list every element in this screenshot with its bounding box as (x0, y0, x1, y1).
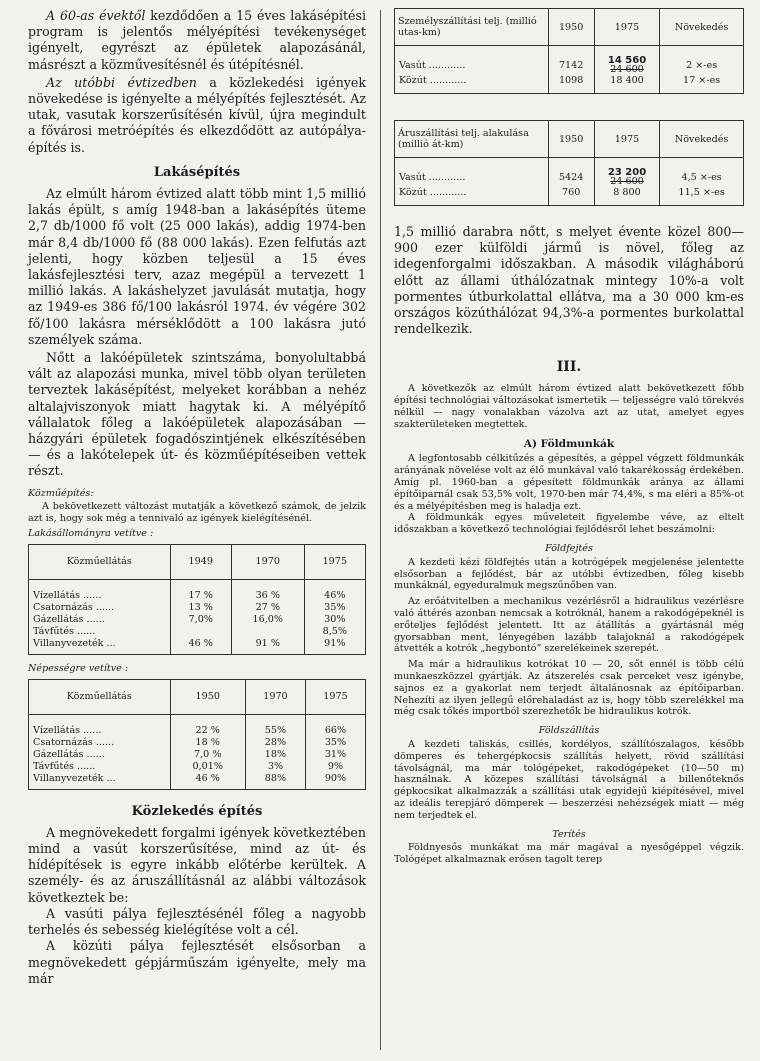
table-cell: Gázellátás ...... (29, 749, 171, 761)
table-cell: 8,5% (304, 626, 365, 638)
table3-header: Növekedés (660, 9, 744, 46)
heading-foldmunkak: A) Földmunkák (523, 437, 615, 450)
kozmu-paragraph: A bekövetkezett változást mutatják a következő számok, de jelzik azt is, hogy sok még a tennivaló az igények kielégítésénél. (28, 501, 366, 525)
table-cell: 22 % (170, 725, 245, 737)
table4-header: Áruszállítási telj. alakulása (millió át-km) (395, 121, 549, 158)
table-row (29, 737, 366, 749)
kozl-paragraph-2: A vasúti pálya fejlesztésénél főleg a nagyobb terhelés és sebesség kielégítése volt a cél. (28, 905, 366, 938)
heading-foldfejtes: Földfejtés (545, 542, 593, 554)
table-cell: 7,0 % (170, 749, 245, 761)
table2-header: 1970 (245, 679, 305, 714)
table-cell: 28% (245, 737, 305, 749)
table-cell: Távfűtés ...... (29, 626, 171, 638)
table2-header: 1950 (170, 679, 245, 714)
table3-header: 1950 (548, 9, 594, 46)
table-cell: 46% (304, 590, 365, 602)
table-cell: 4,5 ×-es (660, 168, 744, 187)
table-cell: 7142 (548, 56, 594, 75)
heading-terites: Terítés (552, 828, 586, 840)
table2-header-row (29, 679, 366, 714)
table2-caption: Népességre vetítve : (28, 662, 129, 674)
handwritten-correction: 14 560 (607, 55, 647, 66)
table-row (29, 626, 366, 638)
table-cell: 11,5 ×-es (660, 187, 744, 206)
kozmu-label: Közműépítés: (28, 487, 94, 499)
lakas-paragraph-2: Nőtt a lakóépületek szintszáma, bonyolultabbá vált az alapozási munka, mivel több olyan területen terveztek lakásépítést, melyeket korábban a nehéz altalajviszonyok miatt hagytak ki. A mélyépítő vállalatok főleg a lakóépületek alapozásában — házgyári épületek fogadószintjének elkészítésében — és a lakótelepek út- és közműépítéseiben vettek részt. (28, 350, 366, 479)
table-cell: 66% (305, 725, 365, 737)
table-row (29, 614, 366, 626)
table4-header: Növekedés (660, 121, 744, 158)
table1-caption: Lakásállományra vetítve : (28, 528, 154, 540)
table-cell: Vízellátás ...... (29, 590, 171, 602)
table-cell: 2 ×-es (660, 56, 744, 75)
table-cell: 760 (548, 187, 594, 206)
table1-header: 1949 (170, 544, 231, 579)
foldszallitas-paragraph-1: A kezdeti taliskás, csillés, kordélyos, szállítószalagos, később dömperes és tehergépkocsis szállítás helyett, rövid szállítási távolságnál, ma már tológépeket, rakodógépeket (10—50 m) használnak. A közepes szállítási távolságnál a billenőteknős gépkocsikat alkalmazzák a szállítási utak egyidejű kiépítésével, mivel az ideális terepjáró dömperek — beszerzési nehézségek miatt — még nem terjedtek el. (394, 738, 744, 821)
table3-header-row (395, 9, 744, 46)
kozl-paragraph-3: A közúti pálya fejlesztését elsősorban a megnövekedett gépjárműszám igényelte, mely ma már (28, 938, 366, 986)
table-cell: 17 % (170, 590, 231, 602)
table-cell: 35% (304, 602, 365, 614)
foldfejtes-paragraph-2: Az erőátvitelben a mechanikus vezérlésről a hidraulikus vezérlésre való áttérés azonban nemcsak a kotróknál, hanem a rakodógépeknél is erőteljes fejlődést jelentett. Itt az átállítás a gyártásnál még gyorsabban ment, lényegében lazább talajoknál a rakodógépek átvették a kotrók „hegybontó” szerelékeinek szerepét. (394, 596, 744, 655)
table-row (395, 75, 744, 94)
left-column (28, 8, 366, 987)
intro-lead-1: A 60-as évektől (46, 8, 146, 23)
foldfejtes-paragraph-1: A kezdeti kézi földfejtés után a kotrógépek megjelenése jelentette elsősorban a fejlődést, bár az utóbbi évtizedben, főleg kisebb munkáknál, egyeduralmuk megszűnőben van. (394, 556, 744, 592)
iii-intro-paragraph: A következők az elmúlt három évtized alatt bekövetkezett főbb építési technológiai változásokat ismertetik — teljességre való törekvés nélkül — nagy vonalakban vázolva azt az utat, amelyet egyes szakterületeken megtettek. (394, 383, 744, 430)
table-cell: 55% (245, 725, 305, 737)
table3-header: Személyszállítási telj. (millió utas-km) (395, 9, 549, 46)
terites-paragraph-1: Földnyesős munkákat ma már magával a nyesőgéppel végzik. Tológépet alkalmaznak erősen tagolt terep (394, 842, 744, 866)
table-cell: 18 % (170, 737, 245, 749)
table-nepesseg (28, 679, 366, 790)
table2-header: 1975 (305, 679, 365, 714)
lakas-paragraph-1: Az elmúlt három évtized alatt több mint 1,5 millió lakás épült, s amíg 1948-ban a lakásépítés üteme 2,7 db/1000 fő volt (25 000 lakás), addig 1974-ben már 8,4 db/1000 fő (88 000 lakás). Ezen felfutás azt jelenti, hogy közben teljesül a 15 éves lakásfejlesztési terv, azaz megépül a tervezett 1 millió lakás. A lakáshelyzet javulását mutatja, hogy az 1949-es 386 fő/100 lakásról 1974. év végére 302 fő/100 lakásra mérséklődött a 100 lakásra jutó személyek száma. (28, 186, 366, 347)
table-cell: 88% (245, 773, 305, 790)
table-lakasallomany (28, 544, 366, 655)
heading-foldszallitas: Földszállítás (538, 725, 600, 737)
table-cell: Vasút ............ (395, 168, 549, 187)
table-cell: 0,01% (170, 761, 245, 773)
table4-header: 1975 (594, 121, 659, 158)
section-number-iii: III. (556, 359, 582, 376)
table-cell: 91 % (231, 638, 304, 655)
handwritten-correction: 23 200 (607, 167, 647, 178)
table-cell: 90% (305, 773, 365, 790)
table-cell: Gázellátás ...... (29, 614, 171, 626)
table-cell: Közút ............ (395, 75, 549, 94)
kozl-paragraph-1: A megnövekedett forgalmi igények következtében mind a vasút korszerűsítése, mind az út- és hídépítések is egyre inkább előtérbe kerültek. A személy- és az áruszállításnál az alábbi változások következtek be: (28, 824, 366, 905)
table-cell: 16,0% (231, 614, 304, 626)
table-cell: 5424 (548, 168, 594, 187)
table-cell: 46 % (170, 773, 245, 790)
table-cell: Csatornázás ...... (29, 602, 171, 614)
table-cell: 18% (245, 749, 305, 761)
table-cell: 31% (305, 749, 365, 761)
table-cell: 18 400 (594, 75, 659, 94)
table-cell (231, 626, 304, 638)
table-cell: 9% (305, 761, 365, 773)
table-cell: 1098 (548, 75, 594, 94)
table1-header-row (29, 544, 366, 579)
table2-header: Közműellátás (29, 679, 171, 714)
table1-header: 1970 (231, 544, 304, 579)
intro-paragraph-1 (28, 8, 366, 73)
intro-lead-2: Az utóbbi évtizedben (46, 74, 197, 90)
table3-header: 1975 (594, 9, 659, 46)
foldmunkak-paragraph-2: A földmunkák egyes műveleteit figyelembe véve, az eltelt időszakban a következő technológiai fejlődésről lehet beszámolni: (394, 512, 744, 536)
table1-header: 1975 (304, 544, 365, 579)
table-row (29, 749, 366, 761)
table-cell: Villanyvezeték ... (29, 773, 171, 790)
foldmunkak-paragraph-1: A legfontosabb célkitűzés a gépesítés, a géppel végzett földmunkák arányának növelése volt az élő munkával való takarékosság érdekében. Amíg pl. 1960-ban a gépesített földmunkák aránya az állami építőiparnál csak 53,5% volt, 1970-ben már 74,4%, s ma eléri a 85%-ot és a mélyépítésben meg is haladja ezt. (394, 453, 744, 512)
section-heading-kozlekedes: Közlekedés építés (131, 803, 263, 819)
section-heading-lakasepites: Lakásépítés (153, 164, 241, 180)
column-divider (380, 10, 381, 1050)
right-column (394, 8, 744, 866)
struck-value: 24 600 (610, 176, 644, 187)
table-row (29, 590, 366, 602)
table-szemelyszallitas (394, 8, 744, 94)
table-row (29, 761, 366, 773)
table-row (395, 187, 744, 206)
table-row (29, 638, 366, 655)
table-row (395, 56, 744, 75)
table-cell: 3% (245, 761, 305, 773)
table-cell: Csatornázás ...... (29, 737, 171, 749)
table-row (29, 602, 366, 614)
continued-paragraph: 1,5 millió darabra nőtt, s melyet évente közel 800—900 ezer külföldi jármű is növel, főleg az idegenforgalmi időszakban. A második világháború előtt az állami úthálózatnak mintegy 10%-a volt pormentes útburkolattal ellátva, ma a 30 000 km-es országos közúthálózat 94,3%-a pormentes burkolattal rendelkezik. (394, 224, 744, 337)
table4-header-row (395, 121, 744, 158)
table-cell: Közút ............ (395, 187, 549, 206)
table-cell: 35% (305, 737, 365, 749)
table-cell: 27 % (231, 602, 304, 614)
table1-header: Közműellátás (29, 544, 171, 579)
intro-paragraph-2 (28, 75, 366, 156)
struck-value: 24 600 (610, 64, 644, 75)
table-aruszallitas (394, 120, 744, 206)
table-row (29, 725, 366, 737)
table-cell: 46 % (170, 638, 231, 655)
table-row (29, 773, 366, 790)
table-cell: Vasút ............ (395, 56, 549, 75)
table-cell: 13 % (170, 602, 231, 614)
table-cell: 30% (304, 614, 365, 626)
table-cell: Villanyvezeték ... (29, 638, 171, 655)
table-cell: 91% (304, 638, 365, 655)
foldfejtes-paragraph-3: Ma már a hidraulikus kotrókat 10 — 20, sőt ennél is több célú munkaeszközzel gyártják. Az átszerelés csak perceket vesz igénybe, sajnos ez a gyakorlat nem terjedt általánosnak az építőiparban. Nehezíti az ilyen jellegű előrehaladást az is, hogy több szerelékkel ma még csak tőkés importból szerezhetők be hidraulikus kotrók. (394, 659, 744, 718)
table-row (395, 168, 744, 187)
table-cell (594, 56, 659, 75)
table-cell: 8 800 (594, 187, 659, 206)
table-cell (170, 626, 231, 638)
table-cell: Vízellátás ...... (29, 725, 171, 737)
table-cell: 36 % (231, 590, 304, 602)
intro-text-1: kezdődően a 15 éves lakásépítési program is jelentős mélyépítési tevékenységet igényelt, egyrészt az épületek alapozásánál, másrészt a közművesítésnél és útépítésnél. (28, 8, 366, 72)
table-cell (594, 168, 659, 187)
intro-text-2: a közlekedési igények növekedése is igényelte a mélyépítés fejlesztését. Az utak, vasutak korszerűsítésén kívül, újra megindult a fővárosi metróépítés és elkezdődött az autópálya-építés is. (28, 74, 367, 155)
table4-header: 1950 (548, 121, 594, 158)
table-cell: Távfűtés ...... (29, 761, 171, 773)
table-cell: 17 ×-es (660, 75, 744, 94)
table-cell: 7,0% (170, 614, 231, 626)
